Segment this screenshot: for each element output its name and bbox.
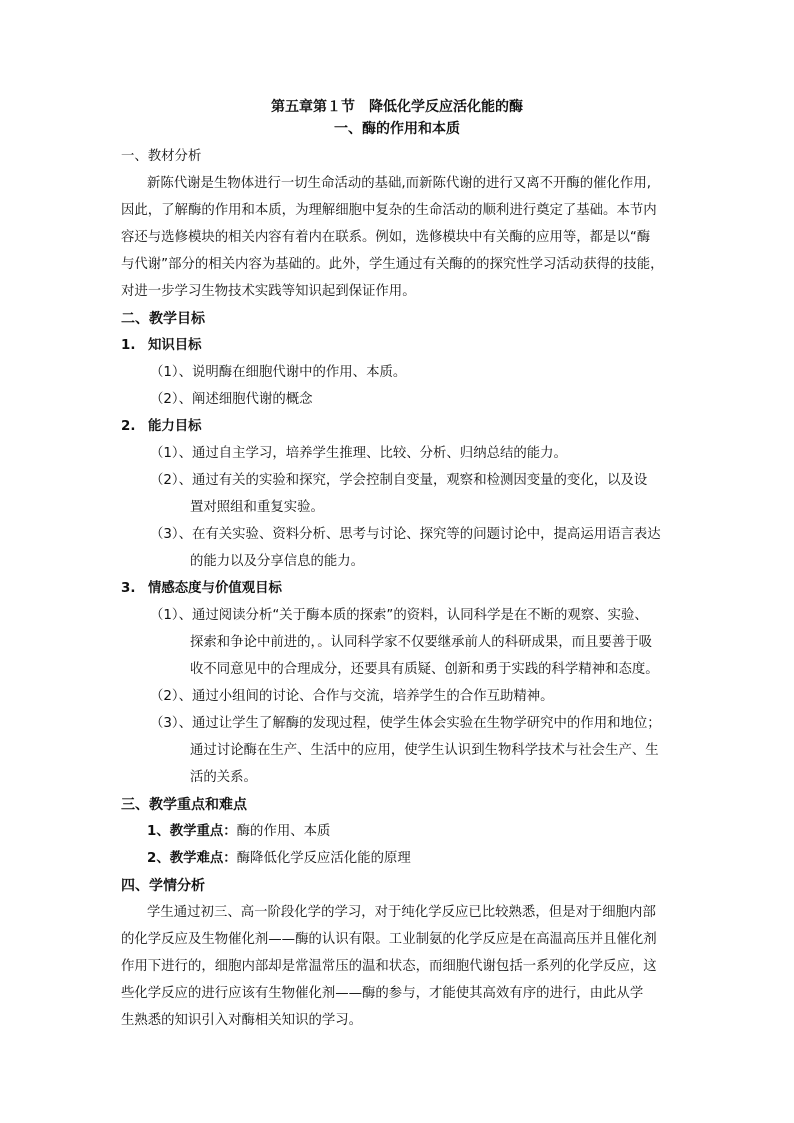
paragraph-line: 作用下进行的，细胞内部却是常温常压的温和状态，而细胞代谢包括一系列的化学反应，这 (121, 959, 657, 974)
key-point-label: 1、教学重点： (147, 824, 237, 839)
paragraph-line: 容还与选修模块的相关内容有着内在联系。例如，选修模块中有关酶的应用等，都是以“酶 (121, 230, 651, 245)
paragraph-line: 因此，了解酶的作用和本质，为理解细胞中复杂的生命活动的顺利进行奠定了基础。本节内 (121, 203, 657, 218)
goal-heading-attitude: 情感态度与价值观目标 (148, 581, 282, 596)
section-heading-goals: 二、教学目标 (121, 311, 205, 327)
goal-number: 3. (121, 581, 136, 596)
list-item-continued: 活的关系。 (190, 770, 257, 785)
goal-number: 1. (121, 338, 136, 353)
list-item: （3）、通过让学生了解酶的发现过程，使学生体会实验在生物学研究中的作用和地位； (150, 716, 661, 731)
list-item-continued: 收不同意见中的合理成分，还要具有质疑、创新和勇于实践的科学精神和态度。 (190, 662, 659, 677)
document-subtitle: 一、酶的作用和本质 (334, 121, 460, 137)
list-item: （2）、阐述细胞代谢的概念 (150, 392, 313, 407)
paragraph-line: 新陈代谢是生物体进行一切生命活动的基础,而新陈代谢的进行又离不开酶的催化作用, (147, 176, 651, 191)
list-item: （1）、通过阅读分析“关于酶本质的探索”的资料，认同科学是在不断的观察、实验、 (150, 608, 648, 623)
list-item: （1）、说明酶在细胞代谢中的作用、本质。 (150, 365, 407, 380)
list-item: （3）、在有关实验、资料分析、思考与讨论、探究等的问题讨论中，提高运用语言表达 (150, 527, 661, 542)
paragraph-line: 对进一步学习生物技术实践等知识起到保证作用。 (121, 284, 416, 299)
paragraph-line: 学生通过初三、高一阶段化学的学习，对于纯化学反应已比较熟悉，但是对于细胞内部 (147, 905, 656, 920)
section-heading-students: 四、学情分析 (121, 878, 205, 894)
list-item-continued: 置对照组和重复实验。 (190, 500, 324, 515)
document-title: 第五章第１节 降低化学反应活化能的酶 (271, 99, 523, 115)
list-item-continued: 探索和争论中前进的，。认同科学家不仅要继承前人的科研成果，而且要善于吸 (190, 635, 652, 650)
difficulty-row (147, 849, 411, 869)
key-point-text: 酶的作用、本质 (236, 824, 331, 839)
list-item: （2）、通过小组间的讨论、合作与交流，培养学生的合作互助精神。 (150, 689, 554, 704)
list-item: （2）、通过有关的实验和探究，学会控制自变量，观察和检测因变量的变化，以及设 (150, 473, 648, 488)
goal-heading-knowledge: 知识目标 (148, 338, 202, 353)
paragraph-line: 些化学反应的进行应该有生物催化剂——酶的参与，才能使其高效有序的进行，由此从学 (121, 986, 644, 1001)
list-item-continued: 的能力以及分享信息的能力。 (190, 554, 365, 569)
paragraph-line: 的化学反应及生物催化剂——酶的认识有限。工业制氨的化学反应是在高温高压并且催化剂 (121, 932, 657, 947)
goal-number: 2. (121, 419, 136, 434)
list-item: （1）、通过自主学习，培养学生推理、比较、分析、归纳总结的能力。 (150, 446, 567, 461)
paragraph-line: 与代谢”部分的相关内容为基础的。此外，学生通过有关酶的的探究性学习活动获得的技能， (121, 257, 664, 272)
paragraph-line: 生熟悉的知识引入对酶相关知识的学习。 (121, 1013, 363, 1028)
key-point-row (147, 822, 330, 842)
section-heading-analysis: 一、教材分析 (121, 149, 202, 164)
list-item-continued: 通过讨论酶在生产、生活中的应用，使学生认识到生物科学技术与社会生产、生 (190, 743, 659, 758)
difficulty-text: 酶降低化学反应活化能的原理 (236, 851, 411, 866)
goal-heading-ability: 能力目标 (148, 419, 202, 434)
section-heading-key-points: 三、教学重点和难点 (121, 797, 247, 813)
difficulty-label: 2、教学难点： (147, 851, 237, 866)
